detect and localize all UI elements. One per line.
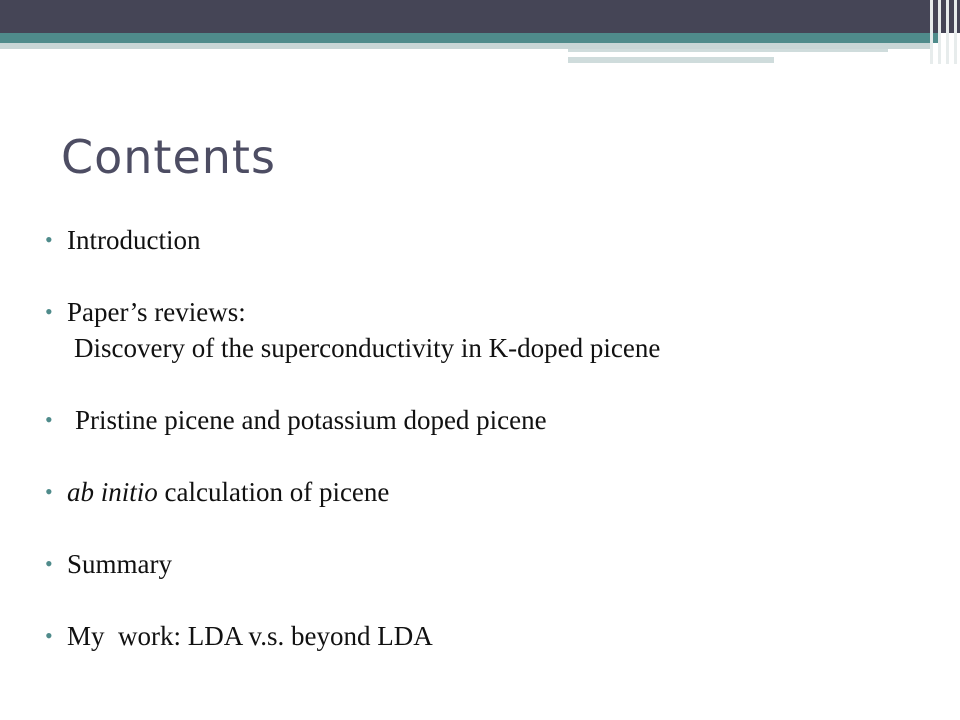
list-item-text: Summary bbox=[67, 549, 172, 579]
slide-title: Contents bbox=[61, 130, 276, 184]
contents-list bbox=[45, 222, 660, 690]
list-item-text: My work: LDA v.s. beyond LDA bbox=[67, 621, 433, 651]
list-item-text: Pristine picene and potassium doped picene bbox=[75, 405, 547, 435]
edge-decoration bbox=[926, 0, 960, 64]
bullet-icon: • bbox=[45, 551, 53, 576]
list-item-text: Introduction bbox=[67, 225, 201, 255]
list-item-text: calculation of picene bbox=[157, 477, 390, 507]
list-item-pristine-picene bbox=[45, 402, 660, 438]
bullet-icon: • bbox=[45, 227, 53, 252]
list-item-papers-reviews bbox=[45, 294, 660, 366]
accent-line-lower bbox=[568, 57, 774, 63]
bullet-icon: • bbox=[45, 299, 53, 324]
bullet-icon: • bbox=[45, 623, 53, 648]
bullet-icon: • bbox=[45, 479, 53, 504]
list-item-subtext: Discovery of the superconductivity in K-doped picene bbox=[74, 333, 661, 363]
list-item-emphasis: ab initio bbox=[67, 477, 158, 507]
list-item-text: Paper’s reviews: bbox=[67, 297, 246, 327]
list-item-ab-initio bbox=[45, 474, 660, 510]
bullet-icon: • bbox=[45, 407, 53, 432]
accent-line-upper bbox=[568, 49, 888, 52]
list-item-introduction bbox=[45, 222, 660, 258]
list-item-my-work bbox=[45, 618, 660, 654]
header-bar bbox=[0, 0, 960, 33]
list-item-summary bbox=[45, 546, 660, 582]
accent-band bbox=[0, 33, 940, 43]
